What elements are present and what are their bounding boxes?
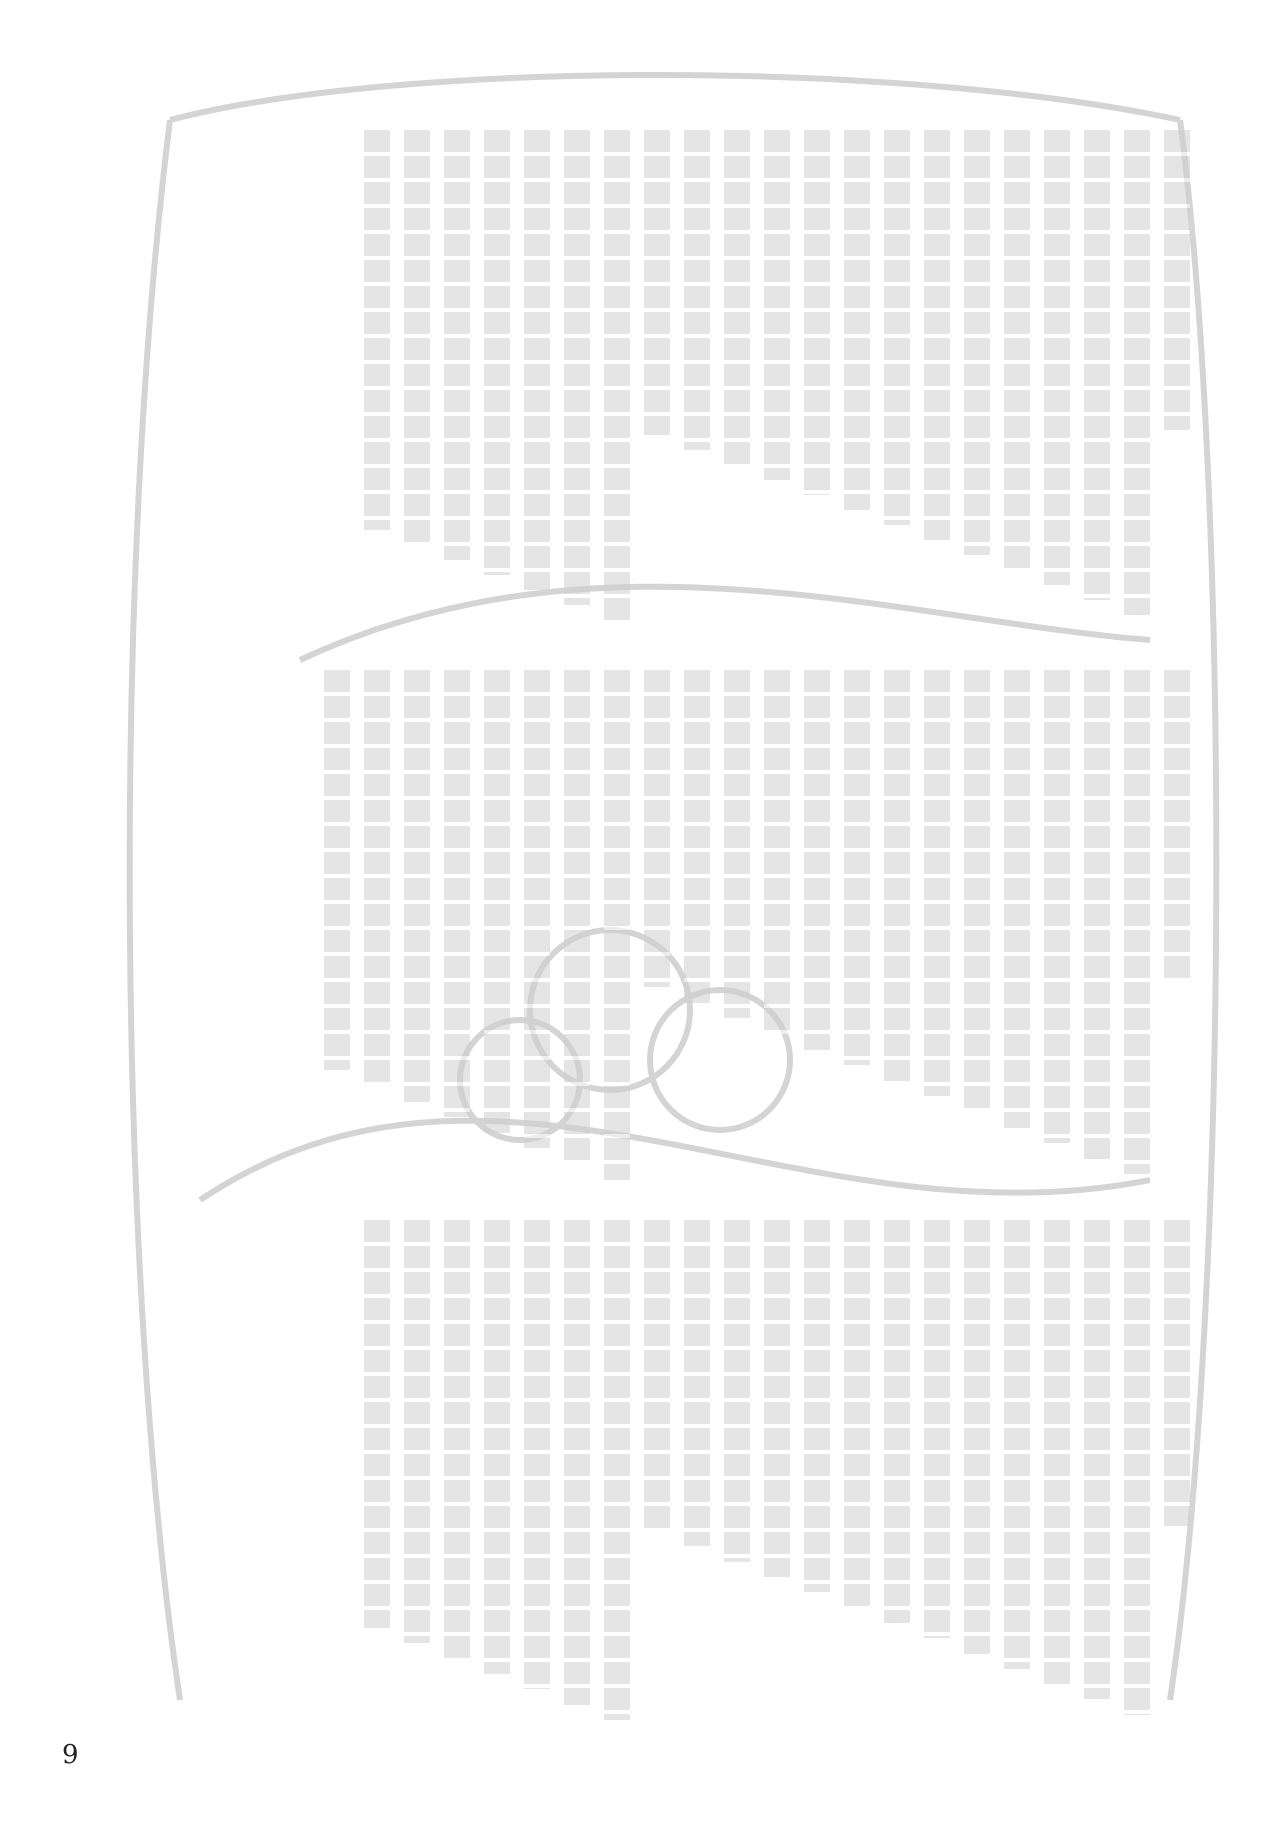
redacted-text-column: [764, 670, 790, 1034]
redacted-text-column: [324, 670, 350, 1070]
redacted-text-column: [444, 130, 470, 560]
redacted-text-column: [484, 130, 510, 575]
redacted-text-column: [1004, 1220, 1030, 1669]
redacted-text-column: [804, 1220, 830, 1592]
redacted-text-column: [1164, 1220, 1190, 1526]
redacted-text-column: [364, 1220, 390, 1628]
redacted-text-column: [564, 670, 590, 1164]
redacted-text-column: [644, 1220, 670, 1531]
redacted-text-column: [964, 130, 990, 555]
redacted-text-column: [524, 130, 550, 590]
redacted-text-column: [404, 130, 430, 545]
redacted-text-column: [924, 1220, 950, 1638]
redacted-text-column: [364, 670, 390, 1086]
redacted-text-column: [484, 1220, 510, 1674]
redacted-text-column: [1044, 670, 1070, 1143]
redacted-text-column: [1084, 1220, 1110, 1699]
redacted-text-column: [604, 130, 630, 620]
redacted-text-column: [1164, 670, 1190, 982]
text-band-bottom: [290, 1220, 1190, 1730]
text-band-middle: [290, 670, 1190, 1190]
redacted-text-column: [964, 1220, 990, 1654]
redacted-text-column: [724, 1220, 750, 1562]
redacted-text-column: [524, 670, 550, 1148]
redacted-text-column: [764, 1220, 790, 1577]
redacted-text-column: [884, 130, 910, 525]
redacted-text-column: [1044, 1220, 1070, 1684]
redacted-text-column: [444, 670, 470, 1117]
redacted-text-column: [804, 670, 830, 1050]
redacted-text-column: [604, 1220, 630, 1720]
redacted-text-column: [964, 670, 990, 1112]
redacted-text-column: [724, 670, 750, 1018]
redacted-text-column: [1164, 130, 1190, 430]
redacted-text-column: [844, 1220, 870, 1608]
redacted-text-column: [444, 1220, 470, 1659]
redacted-text-column: [1044, 130, 1070, 585]
redacted-text-column: [924, 130, 950, 540]
redacted-text-column: [604, 670, 630, 1180]
text-band-top: [290, 130, 1190, 630]
redacted-text-column: [844, 670, 870, 1065]
redacted-text-column: [404, 1220, 430, 1643]
redacted-text-column: [1004, 670, 1030, 1128]
redacted-text-column: [1124, 1220, 1150, 1715]
redacted-text-column: [644, 130, 670, 435]
redacted-text-column: [684, 130, 710, 450]
redacted-text-column: [884, 670, 910, 1081]
redacted-text-column: [564, 130, 590, 605]
redacted-text-column: [924, 670, 950, 1096]
redacted-text-column: [1004, 130, 1030, 570]
redacted-text-column: [524, 1220, 550, 1689]
redacted-text-column: [1084, 670, 1110, 1159]
redacted-text-column: [644, 670, 670, 987]
redacted-text-column: [684, 670, 710, 1003]
redacted-text-column: [404, 670, 430, 1102]
redacted-text-column: [844, 130, 870, 510]
redacted-text-column: [804, 130, 830, 495]
redacted-text-column: [364, 130, 390, 530]
redacted-text-column: [1124, 670, 1150, 1174]
redacted-text-column: [1084, 130, 1110, 600]
redacted-text-column: [564, 1220, 590, 1705]
redacted-text-column: [884, 1220, 910, 1623]
page-number: 9: [62, 1740, 79, 1770]
redacted-text-column: [764, 130, 790, 480]
redacted-text-column: [684, 1220, 710, 1546]
redacted-text-column: [1124, 130, 1150, 615]
redacted-text-column: [724, 130, 750, 465]
redacted-text-column: [484, 670, 510, 1133]
